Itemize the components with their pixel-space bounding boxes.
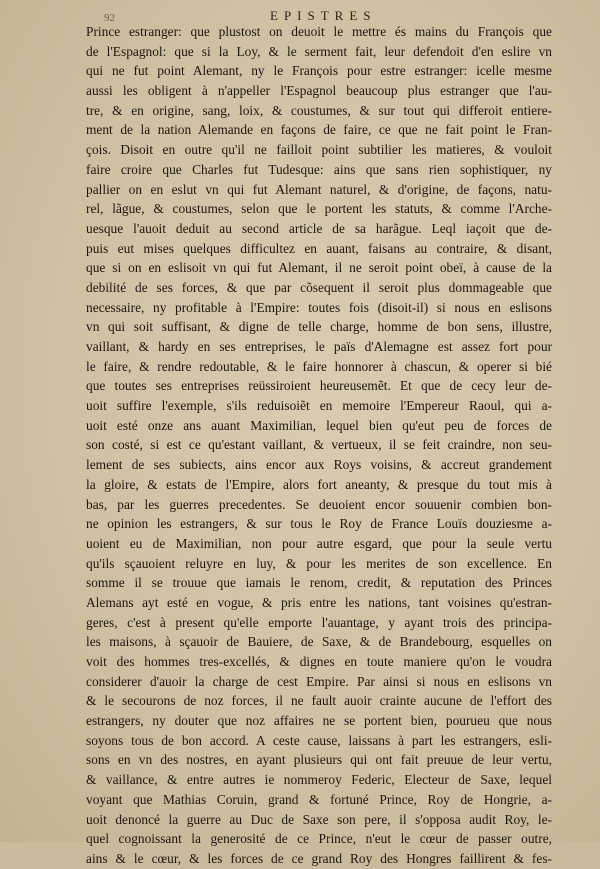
text-line: ne opinion les estrangers, & sur tous le Roy de France Louïs douziesme a-: [86, 516, 552, 532]
text-line: considerer d'auoir la charge de cest Empire. Par ainsi si nous en eslisons vn: [86, 673, 552, 689]
text-line: faire croire que Charles fut Tudesque: ains que sans rien sophistiquer, ny: [86, 161, 552, 177]
text-line: ment de la nation Alemande en façons de faire, ce que ne fait point le Fran-: [86, 122, 552, 138]
text-line: debilité de ses forces, & que par cõsequent il seroit plus dommageable que: [86, 279, 552, 295]
text-line: soyons tous de bon accord. A ceste cause, laissans à part les estrangers, esli-: [86, 732, 552, 748]
text-line: estrangers, ny douter que noz affaires ne se portent bien, pourueu que nous: [86, 713, 552, 729]
running-head: EPISTRES: [270, 8, 377, 23]
text-line: uesque l'auoit deduit au second article de sa harãgue. Leql iaçoit que de-: [86, 220, 552, 236]
text-line: les maisons, à sçauoir de Bauiere, de Saxe, & de Brandebourg, esquelles on: [86, 634, 552, 650]
text-line: qui ne fut point Alemant, ny le François pour estre estranger: icelle mesme: [86, 63, 552, 79]
text-line: le faire, & rendre redoutable, & le faire honnorer à chascun, & operer si bié: [86, 358, 552, 374]
text-line: lement de ses subiects, ains encor aux Roys voisins, & accreut grandement: [86, 457, 552, 473]
text-line: son costé, si est ce qu'estant vaillant, & vertueux, il se feit craindre, non seu-: [86, 437, 552, 453]
text-line: uoit esté onze ans auant Maximilian, lequel bien qu'eut peu de forces de: [86, 417, 552, 433]
text-line: tre, & en origine, sang, loix, & coustumes, & sur tout qui differoit entiere-: [86, 102, 552, 118]
text-line: uoient eu de Maximilian, non pour autre esgard, que pour la seule vertu: [86, 535, 552, 551]
text-line: Prince estranger: que plustost on deuoit le mettre és mains du François que: [86, 24, 552, 39]
text-line: qu'ils sçauoient reluyre en luy, & pour les merites de son excellence. En: [86, 555, 552, 571]
folio-number: 92: [104, 12, 115, 24]
text-line: aussi les obligent à n'appeller l'Espagnol beaucoup plus estranger que l'au-: [86, 83, 552, 99]
text-line: & le secourons de noz forces, il ne fault auoir crainte aucune de l'effort des: [86, 693, 552, 709]
text-line: que si on en eslisoit vn qui fut Alemant, il ne seroit point obeï, à cause de la: [86, 260, 552, 276]
text-line: de l'Espagnol: que si la Loy, & le serment fait, leur defendoit d'en eslire vn: [86, 43, 552, 59]
text-line: uoit denoncé la guerre au Duc de Saxe son pere, il s'opposa audit Roy, le-: [86, 811, 552, 827]
text-line: vn qui soit suffisant, & digne de telle charge, homme de bon sens, illustre,: [86, 319, 552, 335]
body-text: [86, 22, 552, 869]
text-line: quel cognoissant la generosité de ce Prince, n'eut le cœur de passer outre,: [86, 831, 552, 847]
text-line: bas, par les guerres precedentes. Se deuoient encor souuenir combien bon-: [86, 496, 552, 512]
text-line: çois. Disoit en outre qu'il ne failloit point subtilier les matieres, & vouloit: [86, 142, 552, 158]
text-line: necessaire, ny profitable à l'Empire: toutes fois (disoit-il) si nous en eslisons: [86, 299, 552, 315]
text-line: pallier on en eslut vn qui fut Alemant naturel, & d'origine, de façons, natu-: [86, 181, 552, 197]
text-line: vaillant, & hardy en ses entreprises, le païs d'Alemagne est assez fort pour: [86, 339, 552, 354]
text-line: somme il se trouue que iamais le renom, credit, & reputation des Princes: [86, 575, 552, 591]
text-line: geres, c'est à present qu'elle emporte l'auantage, y ayant trois des principa-: [86, 614, 552, 630]
text-line: que toutes ses entreprises reüssiroient heureusemẽt. Et que de cecy leur de-: [86, 378, 552, 394]
text-line: & vaillance, & entre autres ie nommeroy Federic, Electeur de Saxe, lequel: [86, 772, 552, 788]
text-line: sons en vn des nostres, en ayant plusieurs qui ont fait preuue de leur vertu,: [86, 752, 552, 768]
text-line: voyant que Mathias Coruin, grand & fortuné Prince, Roy de Hongrie, a-: [86, 791, 552, 807]
text-line: uoit suffire l'exemple, s'ils reduisoiẽt en memoire l'Empereur Raoul, qui a-: [86, 398, 552, 414]
text-line: voit des hommes tres-excellés, & dignes en toute maniere qu'on le voudra: [86, 654, 552, 669]
text-line: rel, lãgue, & coustumes, selon que le portent les statuts, & comme l'Arche-: [86, 201, 552, 217]
text-line: puis eut mises quelques difficultez en auant, faisans au contraire, & disant,: [86, 240, 552, 256]
text-line: la gloire, & estats de l'Empire, alors fort aneanty, & presque du tout mis à: [86, 476, 552, 492]
text-line: ains & le cœur, & les forces de ce grand Roy des Hongres faillirent & fes-: [86, 850, 552, 866]
text-line: Alemans ayt esté en vogue, & pris entre les nations, tant voisines qu'estran-: [86, 594, 552, 610]
